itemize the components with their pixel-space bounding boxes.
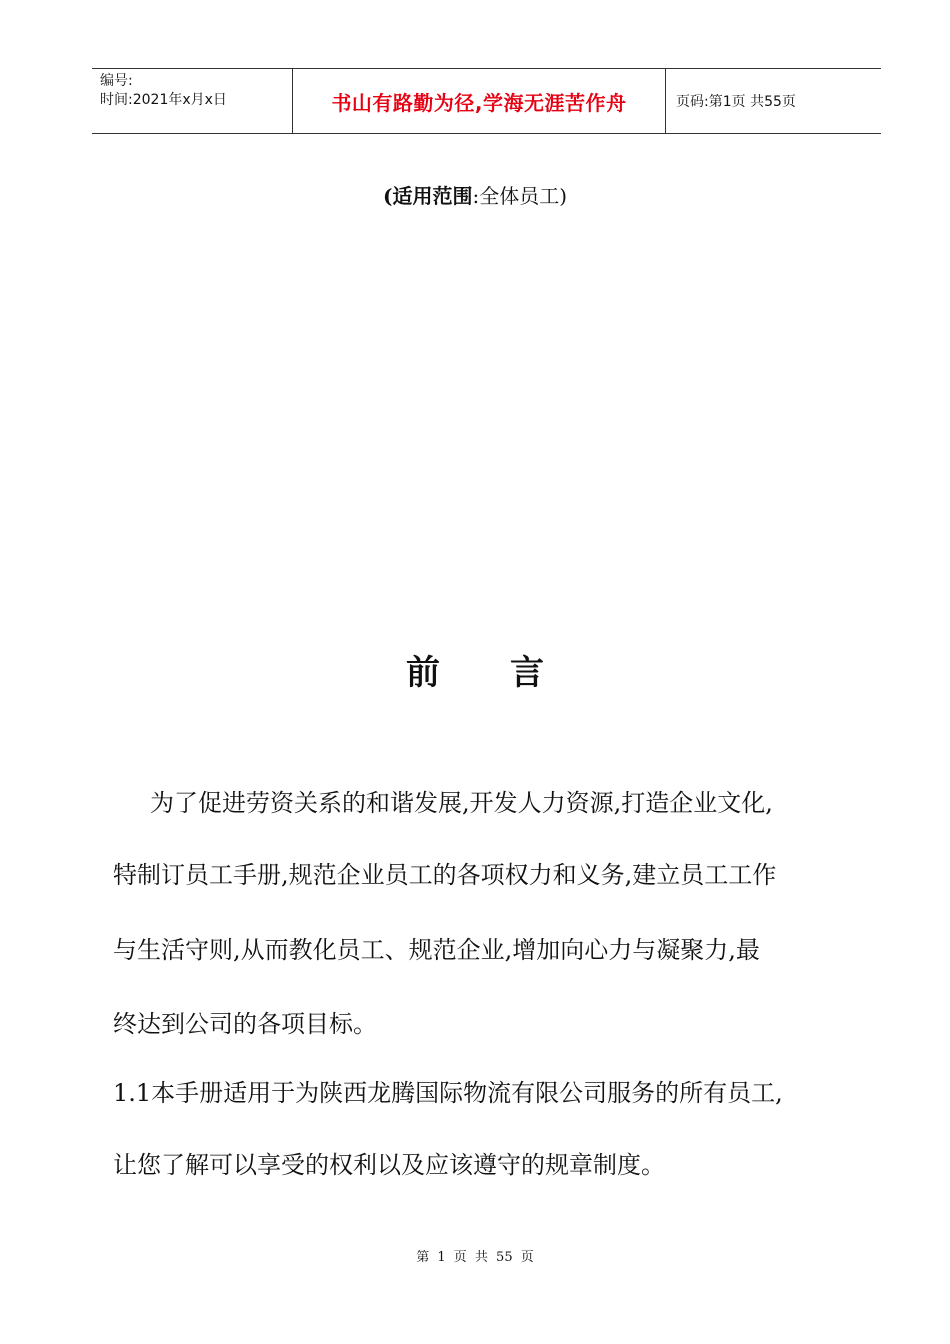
page-header	[92, 68, 881, 134]
body-line: 为了促进劳资关系的和谐发展,开发人力资源,打造企业文化,	[150, 789, 773, 817]
scope-value: 全体员工	[479, 184, 560, 208]
body-line: 终达到公司的各项目标。	[113, 1010, 377, 1038]
page-footer: 第 1 页 共 55 页	[416, 1250, 534, 1265]
scope-close-paren: )	[559, 184, 568, 208]
scope-colon: :	[472, 184, 480, 208]
header-page-info: 页码:第1页 共55页	[676, 94, 796, 110]
body-line: 特制订员工手册,规范企业员工的各项权力和义务,建立员工工作	[113, 861, 777, 889]
document-number-label: 编号:	[100, 73, 133, 89]
scope-open-paren: (	[382, 184, 393, 208]
header-motto: 书山有路勤为径,学海无涯苦作舟	[331, 90, 627, 115]
header-meta	[92, 69, 292, 133]
body-line: 让您了解可以享受的权利以及应该遵守的规章制度。	[113, 1151, 665, 1179]
body-line: 与生活守则,从而教化员工、规范企业,增加向心力与凝聚力,最	[113, 936, 760, 964]
body-line: 1.1本手册适用于为陕西龙腾国际物流有限公司服务的所有员工,	[113, 1079, 783, 1107]
scope-line	[0, 180, 950, 209]
preface-title: 前言	[406, 653, 614, 693]
scope-label: 适用范围	[392, 184, 473, 208]
document-time-label: 时间:2021年x月x日	[100, 92, 227, 108]
